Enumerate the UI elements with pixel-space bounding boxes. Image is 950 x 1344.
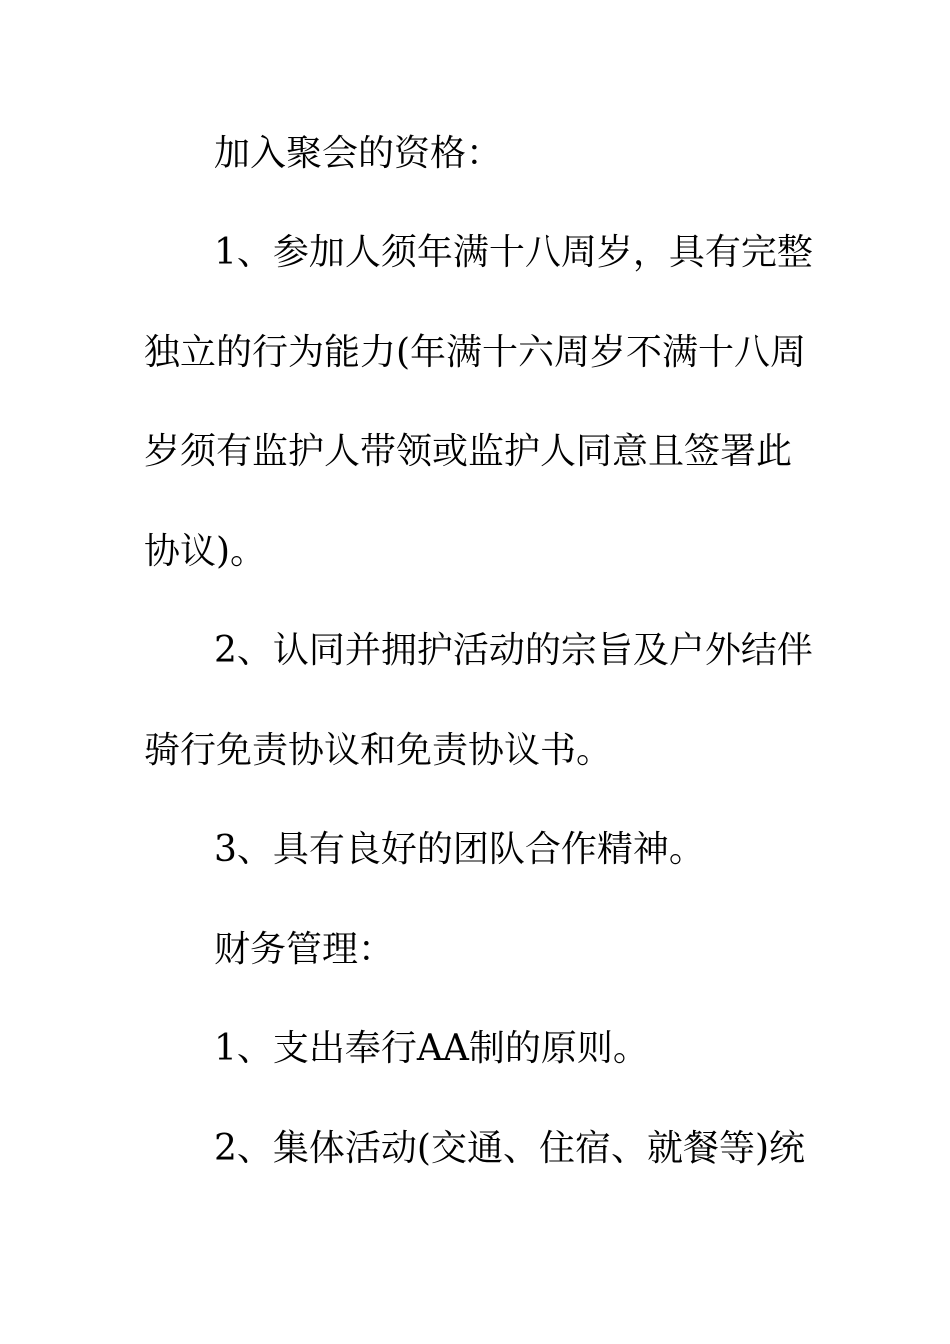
paragraph-line: 1、支出奉行AA制的原则。 bbox=[214, 1028, 649, 1069]
paragraph-line: 骑行免责协议和免责协议书。 bbox=[144, 730, 613, 771]
paragraph-line: 协议)。 bbox=[144, 531, 267, 572]
paragraph-line: 独立的行为能力(年满十六周岁不满十八周 bbox=[144, 332, 807, 373]
paragraph-line: 2、集体活动(交通、住宿、就餐等)统 bbox=[214, 1128, 805, 1169]
section-heading-finance: 财务管理： bbox=[214, 929, 395, 970]
section-heading-eligibility: 加入聚会的资格： bbox=[214, 133, 503, 174]
paragraph-line: 3、具有良好的团队合作精神。 bbox=[214, 829, 705, 870]
paragraph-line: 岁须有监护人带领或监护人同意且签署此 bbox=[144, 431, 793, 472]
paragraph-line: 1、参加人须年满十八周岁，具有完整 bbox=[214, 232, 813, 273]
paragraph-line: 2、认同并拥护活动的宗旨及户外结伴 bbox=[214, 630, 813, 671]
